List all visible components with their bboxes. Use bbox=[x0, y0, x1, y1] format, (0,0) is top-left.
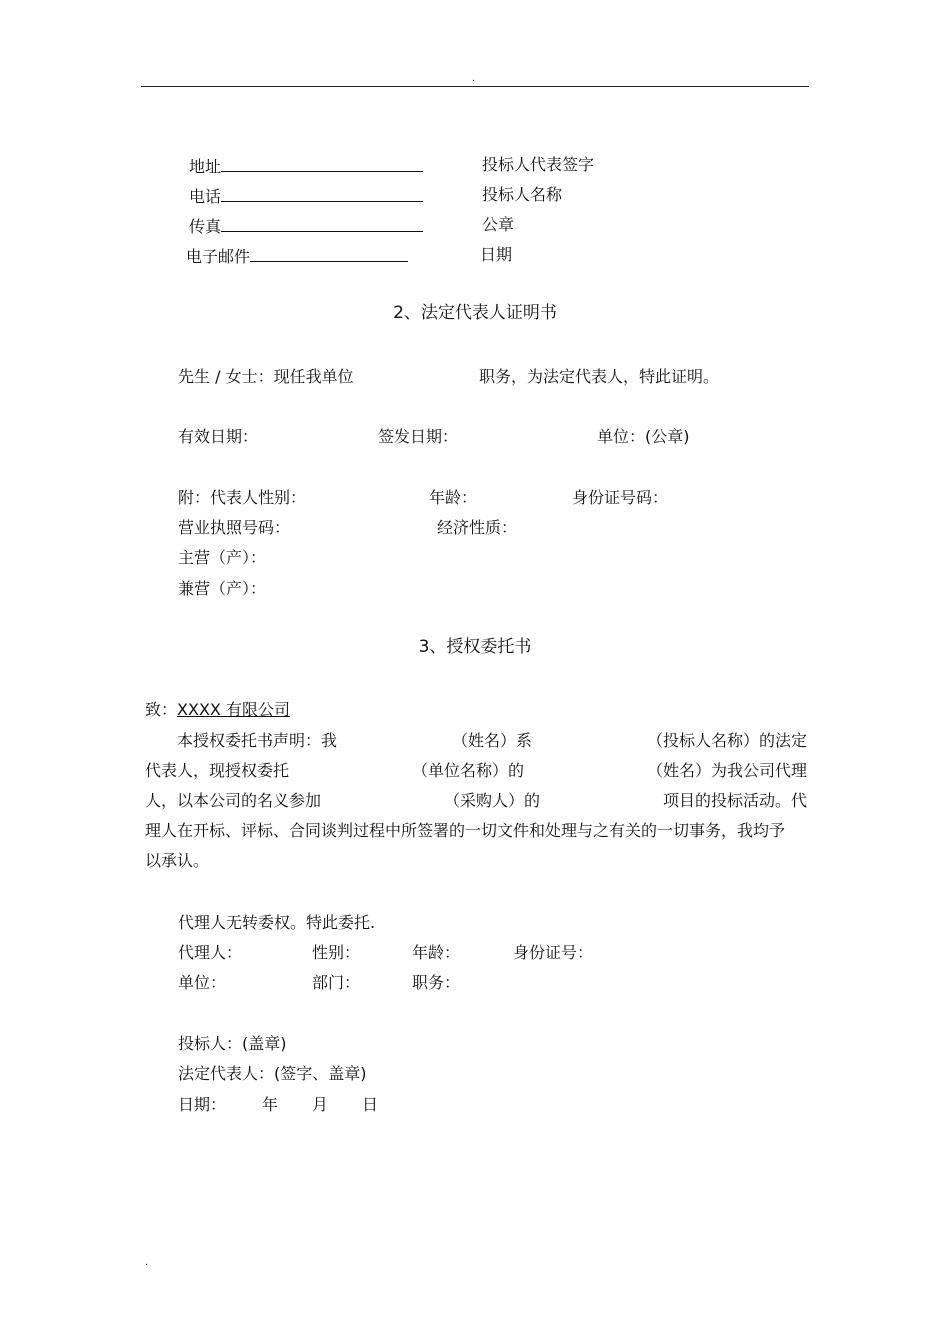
phone-blank bbox=[221, 185, 423, 202]
footer-dot: . bbox=[145, 1257, 149, 1268]
s2-side-business: 兼营（产）： bbox=[178, 579, 267, 598]
s3-legal-rep: 法定代表人：(签字、盖章) bbox=[178, 1064, 367, 1083]
s3-position: 职务： bbox=[412, 973, 461, 992]
s3-unit: 单位： bbox=[178, 973, 227, 992]
fax-label: 传真 bbox=[189, 217, 222, 236]
section2-title: 2、法定代表人证明书 bbox=[393, 303, 557, 323]
bidder-name-label: 投标人名称 bbox=[482, 185, 563, 204]
s3-para-line-3 bbox=[145, 786, 807, 816]
s3-bidder-seal: 投标人：(盖章) bbox=[178, 1034, 287, 1053]
s3-to-line bbox=[145, 700, 290, 720]
s3-month: 月 bbox=[312, 1095, 329, 1114]
address-label: 地址 bbox=[189, 157, 222, 176]
s3-para-l1-seg: 本授权委托书声明：我 bbox=[177, 731, 338, 750]
email-label: 电子邮件 bbox=[186, 247, 251, 266]
s3-date: 日期： bbox=[178, 1095, 227, 1114]
s3-para-line-5 bbox=[145, 846, 807, 876]
seal-label: 公章 bbox=[482, 215, 515, 234]
s3-para-l5: 以承认。 bbox=[145, 851, 210, 870]
s2-attach-gender: 附：代表人性别： bbox=[178, 488, 307, 507]
s3-authorization-paragraph bbox=[145, 726, 807, 876]
s3-para-l3-seg: （采购人）的 bbox=[443, 791, 540, 810]
s3-para-l2-seg: 代表人，现授权委托 bbox=[145, 761, 290, 780]
fax-blank bbox=[221, 215, 423, 232]
section3-title: 3、授权委托书 bbox=[418, 637, 532, 657]
address-blank bbox=[221, 155, 423, 172]
s2-line1-b: 职务，为法定代表人，特此证明。 bbox=[479, 367, 720, 386]
fax-field bbox=[189, 215, 423, 237]
s3-para-l1-seg: （姓名）系 bbox=[451, 731, 532, 750]
email-field bbox=[186, 245, 408, 267]
s3-para-line-1 bbox=[145, 726, 807, 756]
s2-line1-a: 先生 / 女士：现任我单位 bbox=[178, 367, 354, 386]
header-rule bbox=[141, 86, 809, 87]
s3-para-l2-seg: （姓名）为我公司代理 bbox=[646, 761, 807, 780]
address-field bbox=[189, 155, 423, 177]
s3-agent: 代理人： bbox=[178, 943, 243, 962]
s3-dept: 部门： bbox=[312, 973, 361, 992]
s3-year: 年 bbox=[262, 1095, 279, 1114]
s3-para-line-4 bbox=[145, 816, 807, 846]
s3-no-sub: 代理人无转委权。特此委托. bbox=[178, 913, 376, 932]
phone-label: 电话 bbox=[189, 187, 222, 206]
s3-para-l1-seg: （投标人名称）的法定 bbox=[646, 731, 807, 750]
s2-id-number: 身份证号码： bbox=[572, 488, 669, 507]
s2-age: 年龄： bbox=[429, 488, 478, 507]
s3-id-no: 身份证号： bbox=[513, 943, 594, 962]
s2-econ-nature: 经济性质： bbox=[437, 518, 518, 537]
s3-para-line-2 bbox=[145, 756, 807, 786]
s3-company-name: XXXX 有限公司 bbox=[177, 700, 290, 719]
header-dot: . bbox=[472, 73, 476, 84]
s2-issue-date: 签发日期： bbox=[378, 427, 459, 446]
s2-valid-date: 有效日期： bbox=[178, 427, 259, 446]
s3-para-l2-seg: （单位名称）的 bbox=[411, 761, 524, 780]
date-label: 日期 bbox=[480, 245, 513, 264]
s2-license-no: 营业执照号码： bbox=[178, 518, 291, 537]
s2-main-business: 主营（产）： bbox=[178, 548, 267, 567]
rep-sign-label: 投标人代表签字 bbox=[482, 155, 595, 174]
email-blank bbox=[250, 245, 408, 262]
s2-unit-seal: 单位：(公章) bbox=[597, 427, 690, 446]
phone-field bbox=[189, 185, 423, 207]
s3-para-l3-seg: 项目的投标活动。代 bbox=[662, 791, 807, 810]
s3-age: 年龄： bbox=[412, 943, 461, 962]
s3-day: 日 bbox=[362, 1095, 379, 1114]
s3-gender: 性别： bbox=[312, 943, 361, 962]
s3-para-l3-seg: 人，以本公司的名义参加 bbox=[145, 791, 322, 810]
s3-para-l4: 理人在开标、评标、合同谈判过程中所签署的一切文件和处理与之有关的一切事务，我均予 bbox=[145, 821, 786, 840]
s3-to-label: 致： bbox=[145, 700, 178, 719]
